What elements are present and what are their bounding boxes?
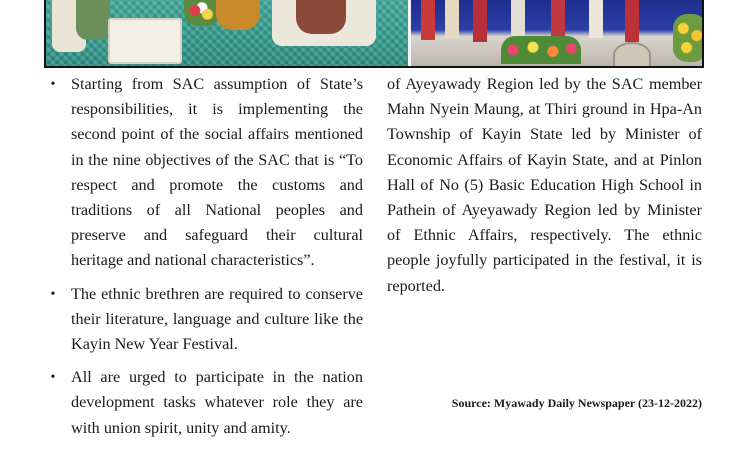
flower-bouquet [184,0,220,26]
person-right [296,0,346,34]
left-column [48,72,363,449]
meeting-room-photo [46,0,408,66]
festival-stage-photo [411,0,702,66]
list-item-text: All are urged to participate in the nation development tasks whatever role they are with union spirit, unity and amity. [71,368,363,437]
performer-2 [445,0,459,38]
right-column [387,72,702,299]
yellow-flowers [673,14,702,62]
performer-5 [551,0,565,40]
list-item-text: Starting from SAC assumption of State’s responsibilities, it is implementing the second point of the social affairs mentioned in the nine objectives of the SAC that is “To respect and promote the customs and traditions of all National peoples and preserve and safeguard their cultural heritage and national characteristics”. [71,75,363,270]
performer-4 [511,0,525,36]
performer-6 [589,0,603,38]
person-left [76,0,110,40]
bullet-icon: • [50,286,56,302]
performer-1 [421,0,435,40]
bullet-list [48,72,363,441]
person-center [216,0,260,30]
list-item-text: The ethnic brethren are required to conserve their literature, language and culture like the Kayin New Year Festival. [71,284,363,354]
bronze-drum-icon [613,42,651,66]
list-item [48,282,363,358]
table-left [108,18,182,64]
photo-frame [44,0,704,68]
flower-decoration [501,36,581,64]
bullet-icon: • [50,370,56,386]
bullet-icon: • [50,77,56,92]
body-paragraph: of Ayeyawady Region led by the SAC member Mahn Nyein Maung, at Thiri ground in Hpa-An Township of Kayin State led by Minister of Economic Affairs of Kayin State, and at Pinlon Hall of No (5) Basic Education High School in Pathein of Ayeyawady Region led by Minister of Ethnic Affairs, respectively. The ethnic people joyfully participated in the festival, it is reported. [387,75,702,295]
list-item [48,72,363,274]
performer-7 [625,0,639,42]
performer-3 [473,0,487,42]
list-item [48,365,363,441]
source-citation: Source: Myawady Daily Newspaper (23-12-2022) [451,396,702,410]
